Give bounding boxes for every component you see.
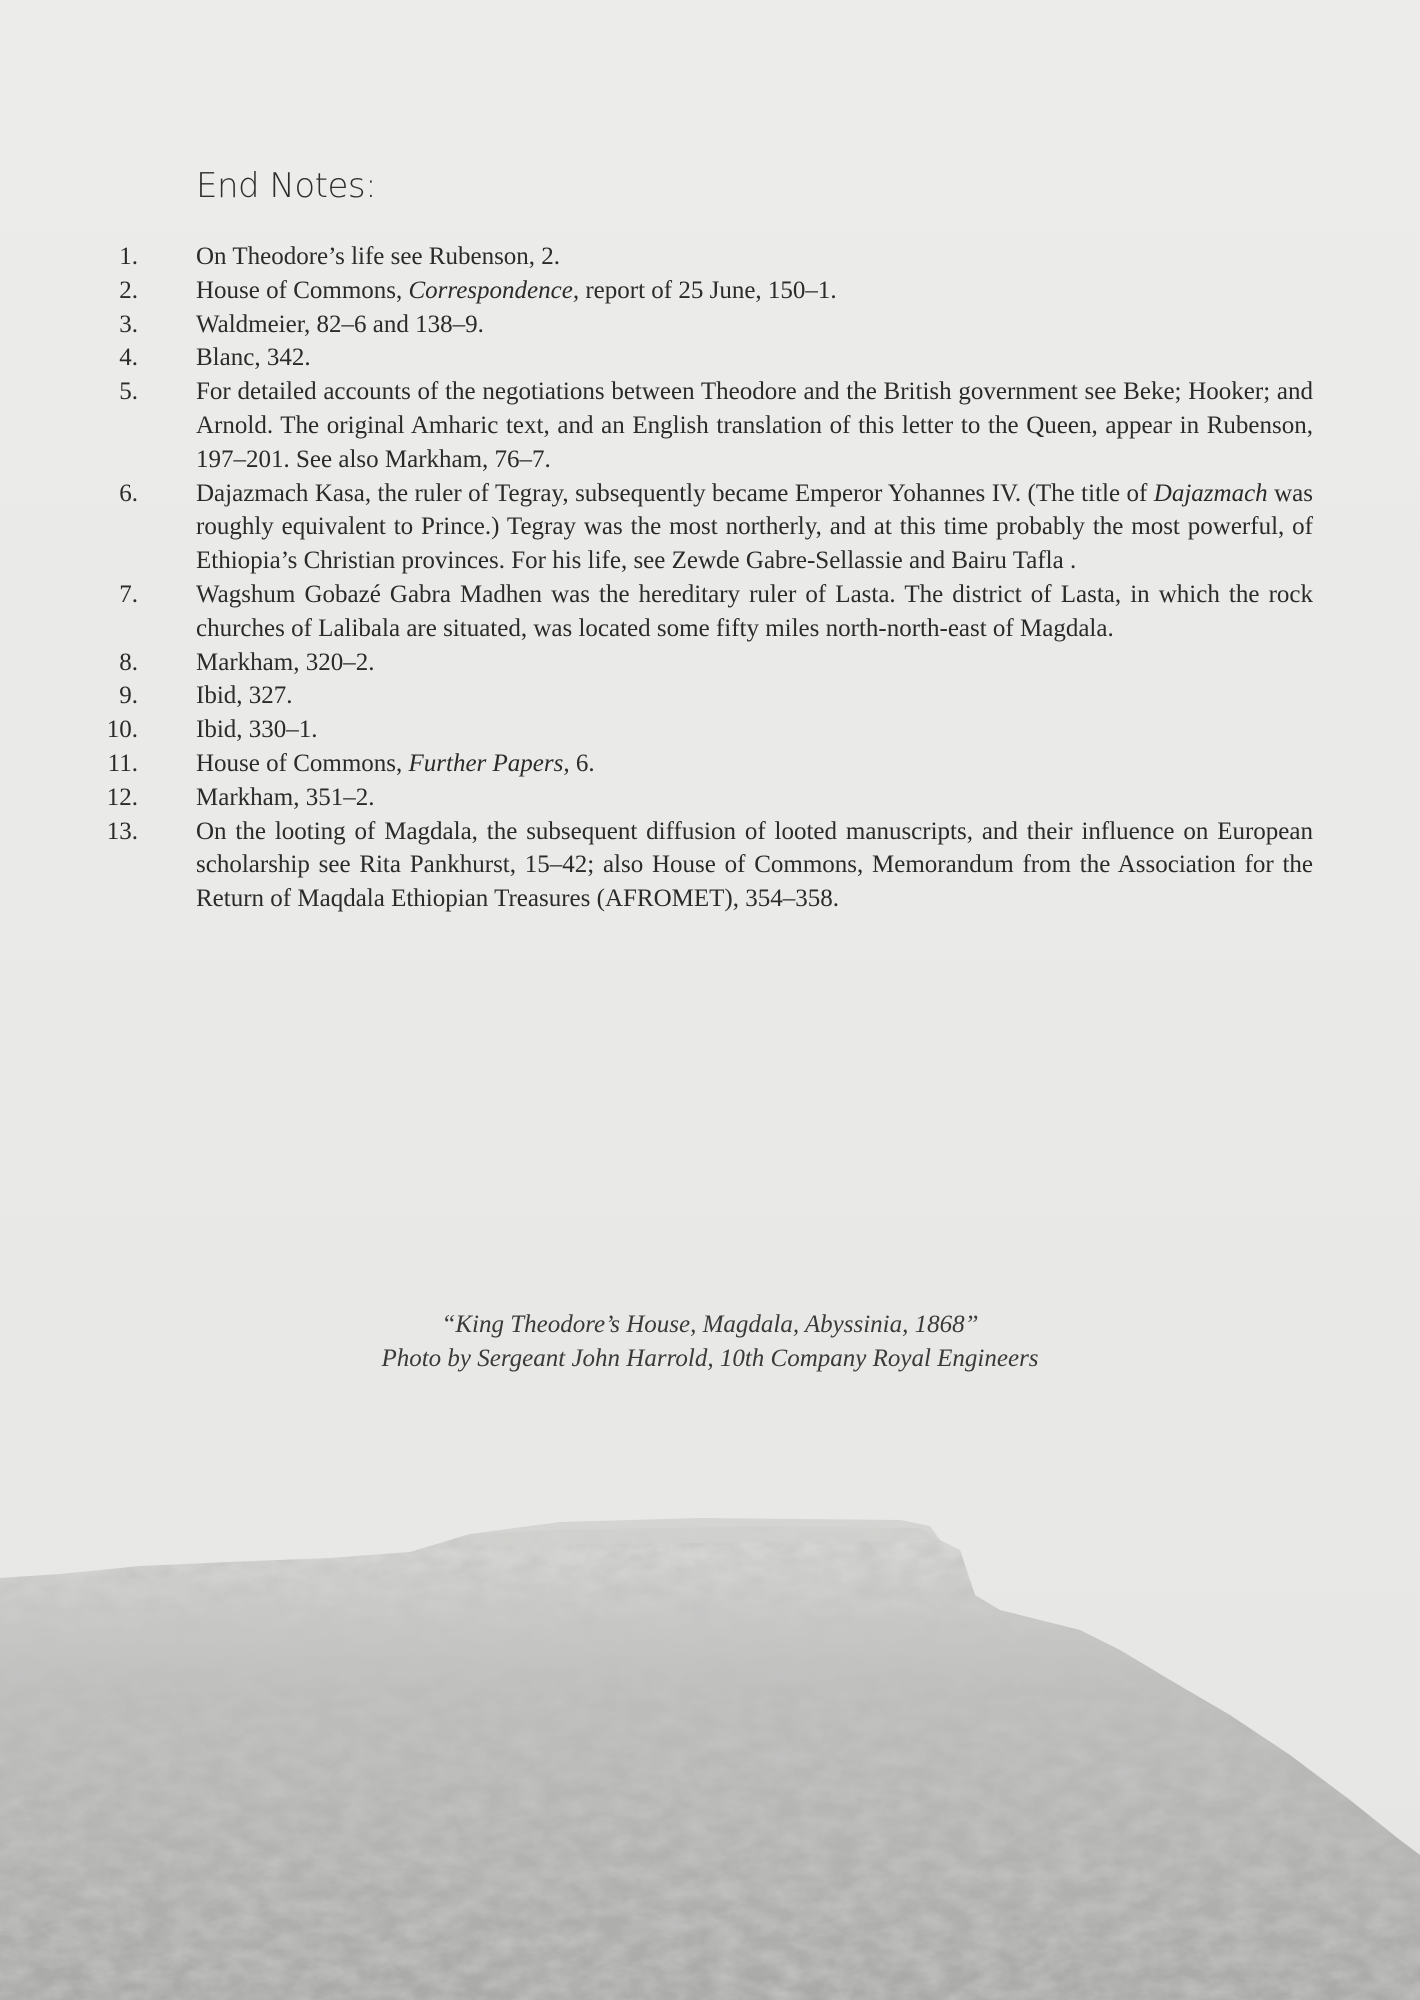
end-note-text-run: On Theodore’s life see Rubenson, 2. xyxy=(196,243,561,270)
end-note-number: 13. xyxy=(106,817,138,845)
magdala-photograph xyxy=(0,1500,1420,2000)
end-note-item xyxy=(0,713,1420,747)
end-note-text-run: For detailed accounts of the negotiations between Theodore and the British government see Beke; Hooker; and Arnold. The original Amharic text, and an English translation of this letter to the Queen, appear in Rubenson, 197–201. See also Markham, 76–7. xyxy=(196,378,1313,473)
end-note-number: 4. xyxy=(119,344,138,372)
end-note-item xyxy=(0,747,1420,781)
end-note-text-run: report of 25 June, 150–1. xyxy=(579,276,837,304)
end-note-text xyxy=(196,240,1313,274)
end-note-number: 1. xyxy=(119,243,138,270)
end-note-item xyxy=(0,274,1420,308)
end-note-italic-title: Correspondence, xyxy=(408,276,580,304)
end-note-item xyxy=(0,341,1420,375)
end-note-number: 7. xyxy=(119,580,138,608)
end-note-number: 3. xyxy=(119,310,138,338)
end-note-text-run: Markham, 320–2. xyxy=(196,648,375,676)
end-note-text-run: House of Commons, xyxy=(196,749,409,777)
end-note-number: 12. xyxy=(106,783,138,811)
end-note-item xyxy=(0,477,1420,578)
end-note-number: 9. xyxy=(119,682,138,710)
end-note-text-run: 6. xyxy=(569,749,595,777)
photo-caption-title: “King Theodore’s House, Magdala, Abyssinia, 1868” xyxy=(441,1311,979,1338)
end-note-text xyxy=(196,274,1313,308)
end-note-italic-title: Further Papers, xyxy=(408,749,570,777)
end-note-text-run: House of Commons, xyxy=(196,276,409,304)
end-note-item xyxy=(0,815,1420,916)
end-note-item xyxy=(0,240,1420,274)
end-note-item xyxy=(0,375,1420,476)
end-note-text-run: Dajazmach Kasa, the ruler of Tegray, subsequently became Emperor Yohannes IV. (The title of xyxy=(196,479,1154,507)
end-note-text-run: Markham, 351–2. xyxy=(196,783,375,811)
end-note-number: 6. xyxy=(119,479,138,507)
end-note-text xyxy=(196,646,1313,680)
end-note-item xyxy=(0,646,1420,680)
end-note-item xyxy=(0,578,1420,646)
end-note-text-run: Blanc, 342. xyxy=(196,344,311,372)
end-note-text-run: Waldmeier, 82–6 and 138–9. xyxy=(196,310,484,338)
end-note-text xyxy=(196,341,1313,375)
end-note-item xyxy=(0,679,1420,713)
photo-caption-credit: Photo by Sergeant John Harrold, 10th Company Royal Engineers xyxy=(381,1345,1039,1372)
end-note-text xyxy=(196,308,1313,342)
end-note-text xyxy=(196,477,1313,578)
photo-caption xyxy=(0,1308,1420,1376)
end-note-item xyxy=(0,308,1420,342)
end-note-text xyxy=(196,781,1313,815)
end-note-text xyxy=(196,578,1313,646)
hill-texture xyxy=(0,1526,1420,2000)
end-notes-list xyxy=(0,240,1420,916)
end-note-text xyxy=(196,815,1313,916)
end-note-number: 11. xyxy=(107,749,138,777)
end-notes-heading: End Notes: xyxy=(196,166,377,206)
end-note-italic-title: Dajazmach xyxy=(1153,479,1268,507)
end-note-item xyxy=(0,781,1420,815)
end-note-text xyxy=(196,375,1313,476)
end-note-text xyxy=(196,747,1313,781)
end-note-number: 8. xyxy=(119,648,138,676)
end-note-text xyxy=(196,679,1313,713)
end-note-number: 10. xyxy=(106,716,138,744)
end-note-text-run: Ibid, 330–1. xyxy=(196,716,318,744)
end-note-text-run: was roughly equivalent to Prince.) Tegray was the most northerly, and at this time probably the most powerful, of Ethiopia’s Christian provinces. For his life, see Zewde Gabre-Sellassie and Bairu Tafla . xyxy=(196,479,1313,575)
end-note-text xyxy=(196,713,1313,747)
end-note-text-run: On the looting of Magdala, the subsequent diffusion of looted manuscripts, and their influence on European scholarship see Rita Pankhurst, 15–42; also House of Commons, Memorandum from the Association for the Return of Maqdala Ethiopian Treasures (AFROMET), 354–358. xyxy=(196,817,1313,913)
end-note-number: 5. xyxy=(119,378,138,406)
end-note-text-run: Ibid, 327. xyxy=(196,682,293,710)
end-note-text-run: Wagshum Gobazé Gabra Madhen was the hereditary ruler of Lasta. The district of Lasta, in which the rock churches of Lalibala are situated, was located some fifty miles north-north-east of Magdala. xyxy=(196,580,1313,642)
end-note-number: 2. xyxy=(119,276,138,304)
